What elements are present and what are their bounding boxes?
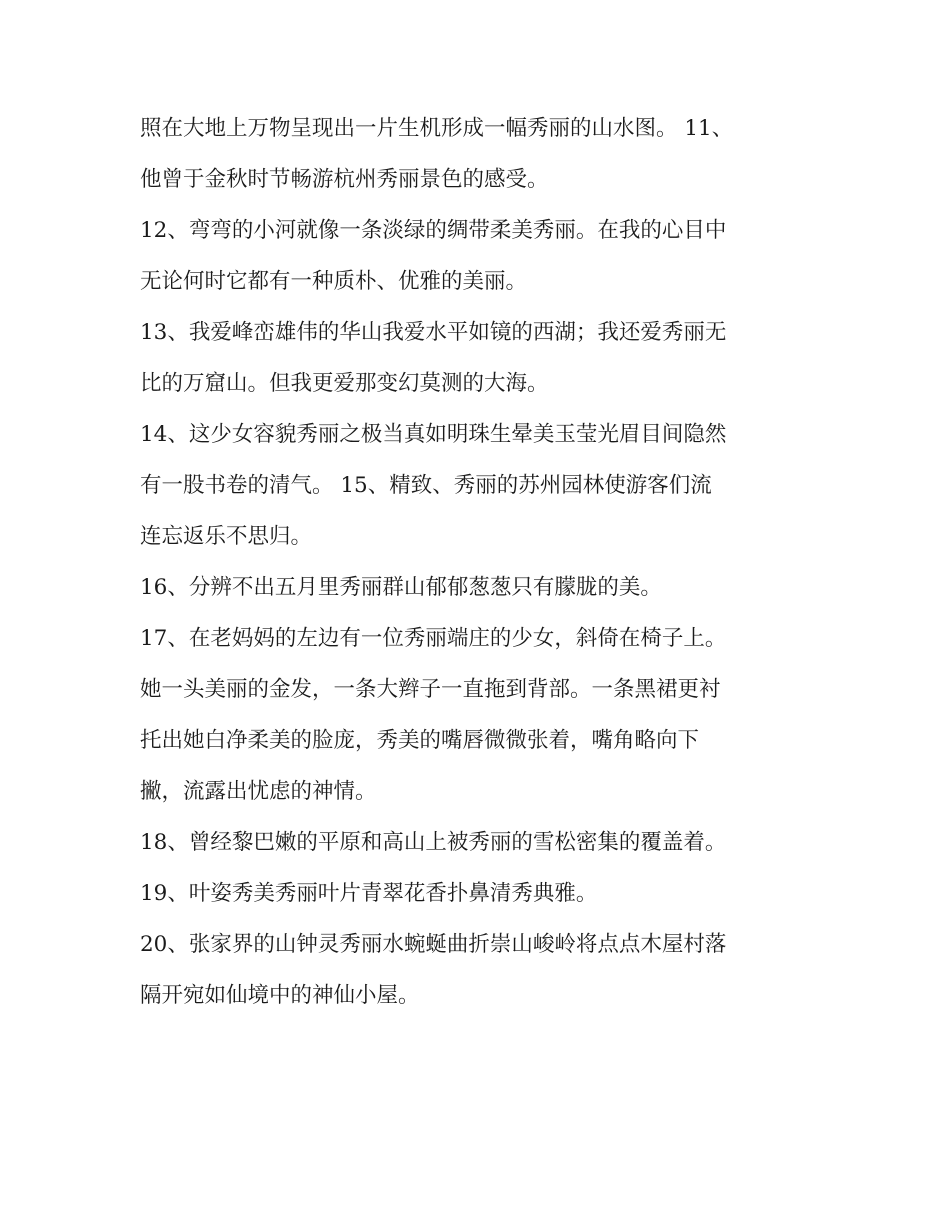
text-line: 14、这少女容貌秀丽之极当真如明珠生晕美玉莹光眉目间隐然 [140,422,727,447]
text-line: 20、张家界的山钟灵秀丽水蜿蜒曲折崇山峻岭将点点木屋村落 [140,932,727,957]
text-line: 隔开宛如仙境中的神仙小屋。 [140,983,420,1008]
text-line: 19、叶姿秀美秀丽叶片青翠花香扑鼻清秀典雅。 [140,881,598,906]
text-line: 有一股书卷的清气。 15、精致、秀丽的苏州园林使游客们流 [140,473,712,498]
text-line: 托出她白净柔美的脸庞，秀美的嘴唇微微张着，嘴角略向下 [140,728,700,753]
text-line: 照在大地上万物呈现出一片生机形成一幅秀丽的山水图。 11、 [140,116,734,141]
text-line: 她一头美丽的金发，一条大辫子一直拖到背部。一条黑裙更衬 [140,677,721,702]
text-line: 他曾于金秋时节畅游杭州秀丽景色的感受。 [140,167,549,192]
text-line: 16、分辨不出五月里秀丽群山郁郁葱葱只有朦胧的美。 [140,575,662,600]
text-line: 12、弯弯的小河就像一条淡绿的绸带柔美秀丽。在我的心目中 [140,218,727,243]
text-line: 17、在老妈妈的左边有一位秀丽端庄的少女，斜倚在椅子上。 [140,626,727,651]
body-text [140,103,820,1021]
text-line: 13、我爱峰峦雄伟的华山我爱水平如镜的西湖；我还爱秀丽无 [140,320,727,345]
text-line: 比的万窟山。但我更爱那变幻莫测的大海。 [140,371,549,396]
text-line: 撇，流露出忧虑的神情。 [140,779,377,804]
text-line: 18、曾经黎巴嫩的平原和高山上被秀丽的雪松密集的覆盖着。 [140,830,727,855]
text-line: 无论何时它都有一种质朴、优雅的美丽。 [140,269,528,294]
text-line: 连忘返乐不思归。 [140,524,313,549]
